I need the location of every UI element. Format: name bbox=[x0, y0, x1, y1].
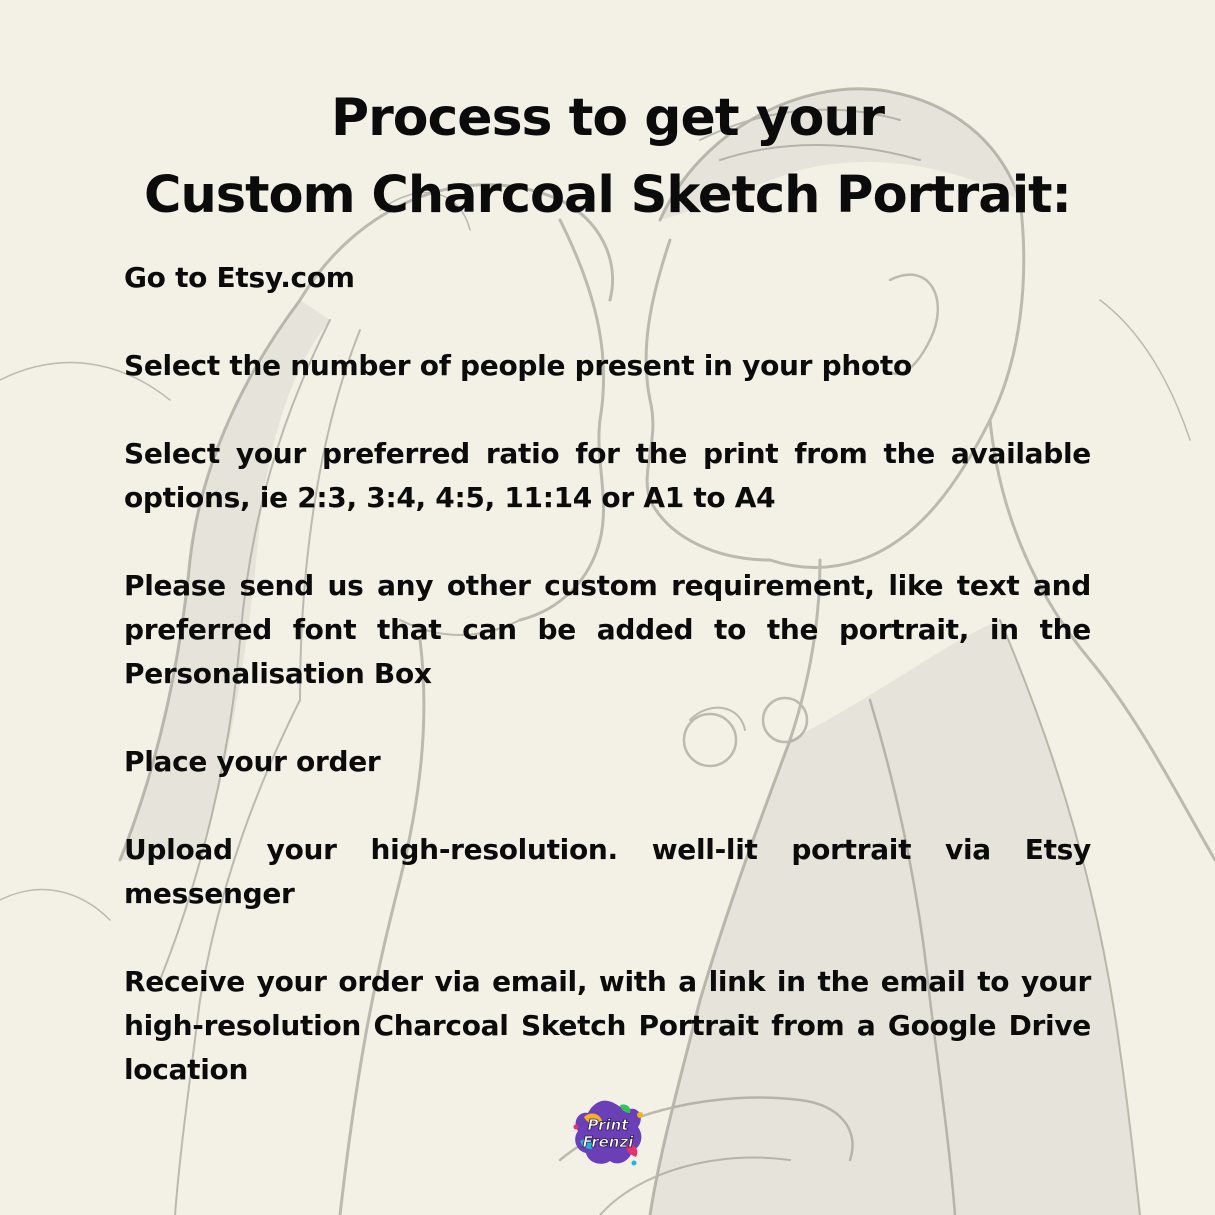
process-steps-list bbox=[124, 250, 1091, 1092]
logo-text-line-1: Print bbox=[587, 1116, 629, 1134]
logo-text-line-2: Frenzi bbox=[582, 1133, 634, 1151]
step-go-to-etsy: Go to Etsy.com bbox=[124, 261, 355, 294]
step-receive-order: Receive your order via email, with a link in the email to your high-resolution Charcoal Sketch Portrait from a Google Drive location bbox=[124, 965, 1091, 1086]
step-custom-requirement: Please send us any other custom requirement, like text and preferred font that can be added to the portrait, in the Personalisation Box bbox=[124, 569, 1091, 690]
page-title-line-1: Process to get your bbox=[331, 88, 884, 148]
step-upload-portrait: Upload your high-resolution. well-lit portrait via Etsy messenger bbox=[124, 833, 1091, 910]
step-place-order: Place your order bbox=[124, 745, 381, 778]
print-frenzi-logo bbox=[570, 1097, 646, 1169]
step-select-people: Select the number of people present in your photo bbox=[124, 349, 912, 382]
step-select-ratio: Select your preferred ratio for the print from the available options, ie 2:3, 3:4, 4:5, 11:14 or A1 to A4 bbox=[124, 437, 1091, 514]
page-title-line-2: Custom Charcoal Sketch Portrait: bbox=[144, 166, 1071, 225]
